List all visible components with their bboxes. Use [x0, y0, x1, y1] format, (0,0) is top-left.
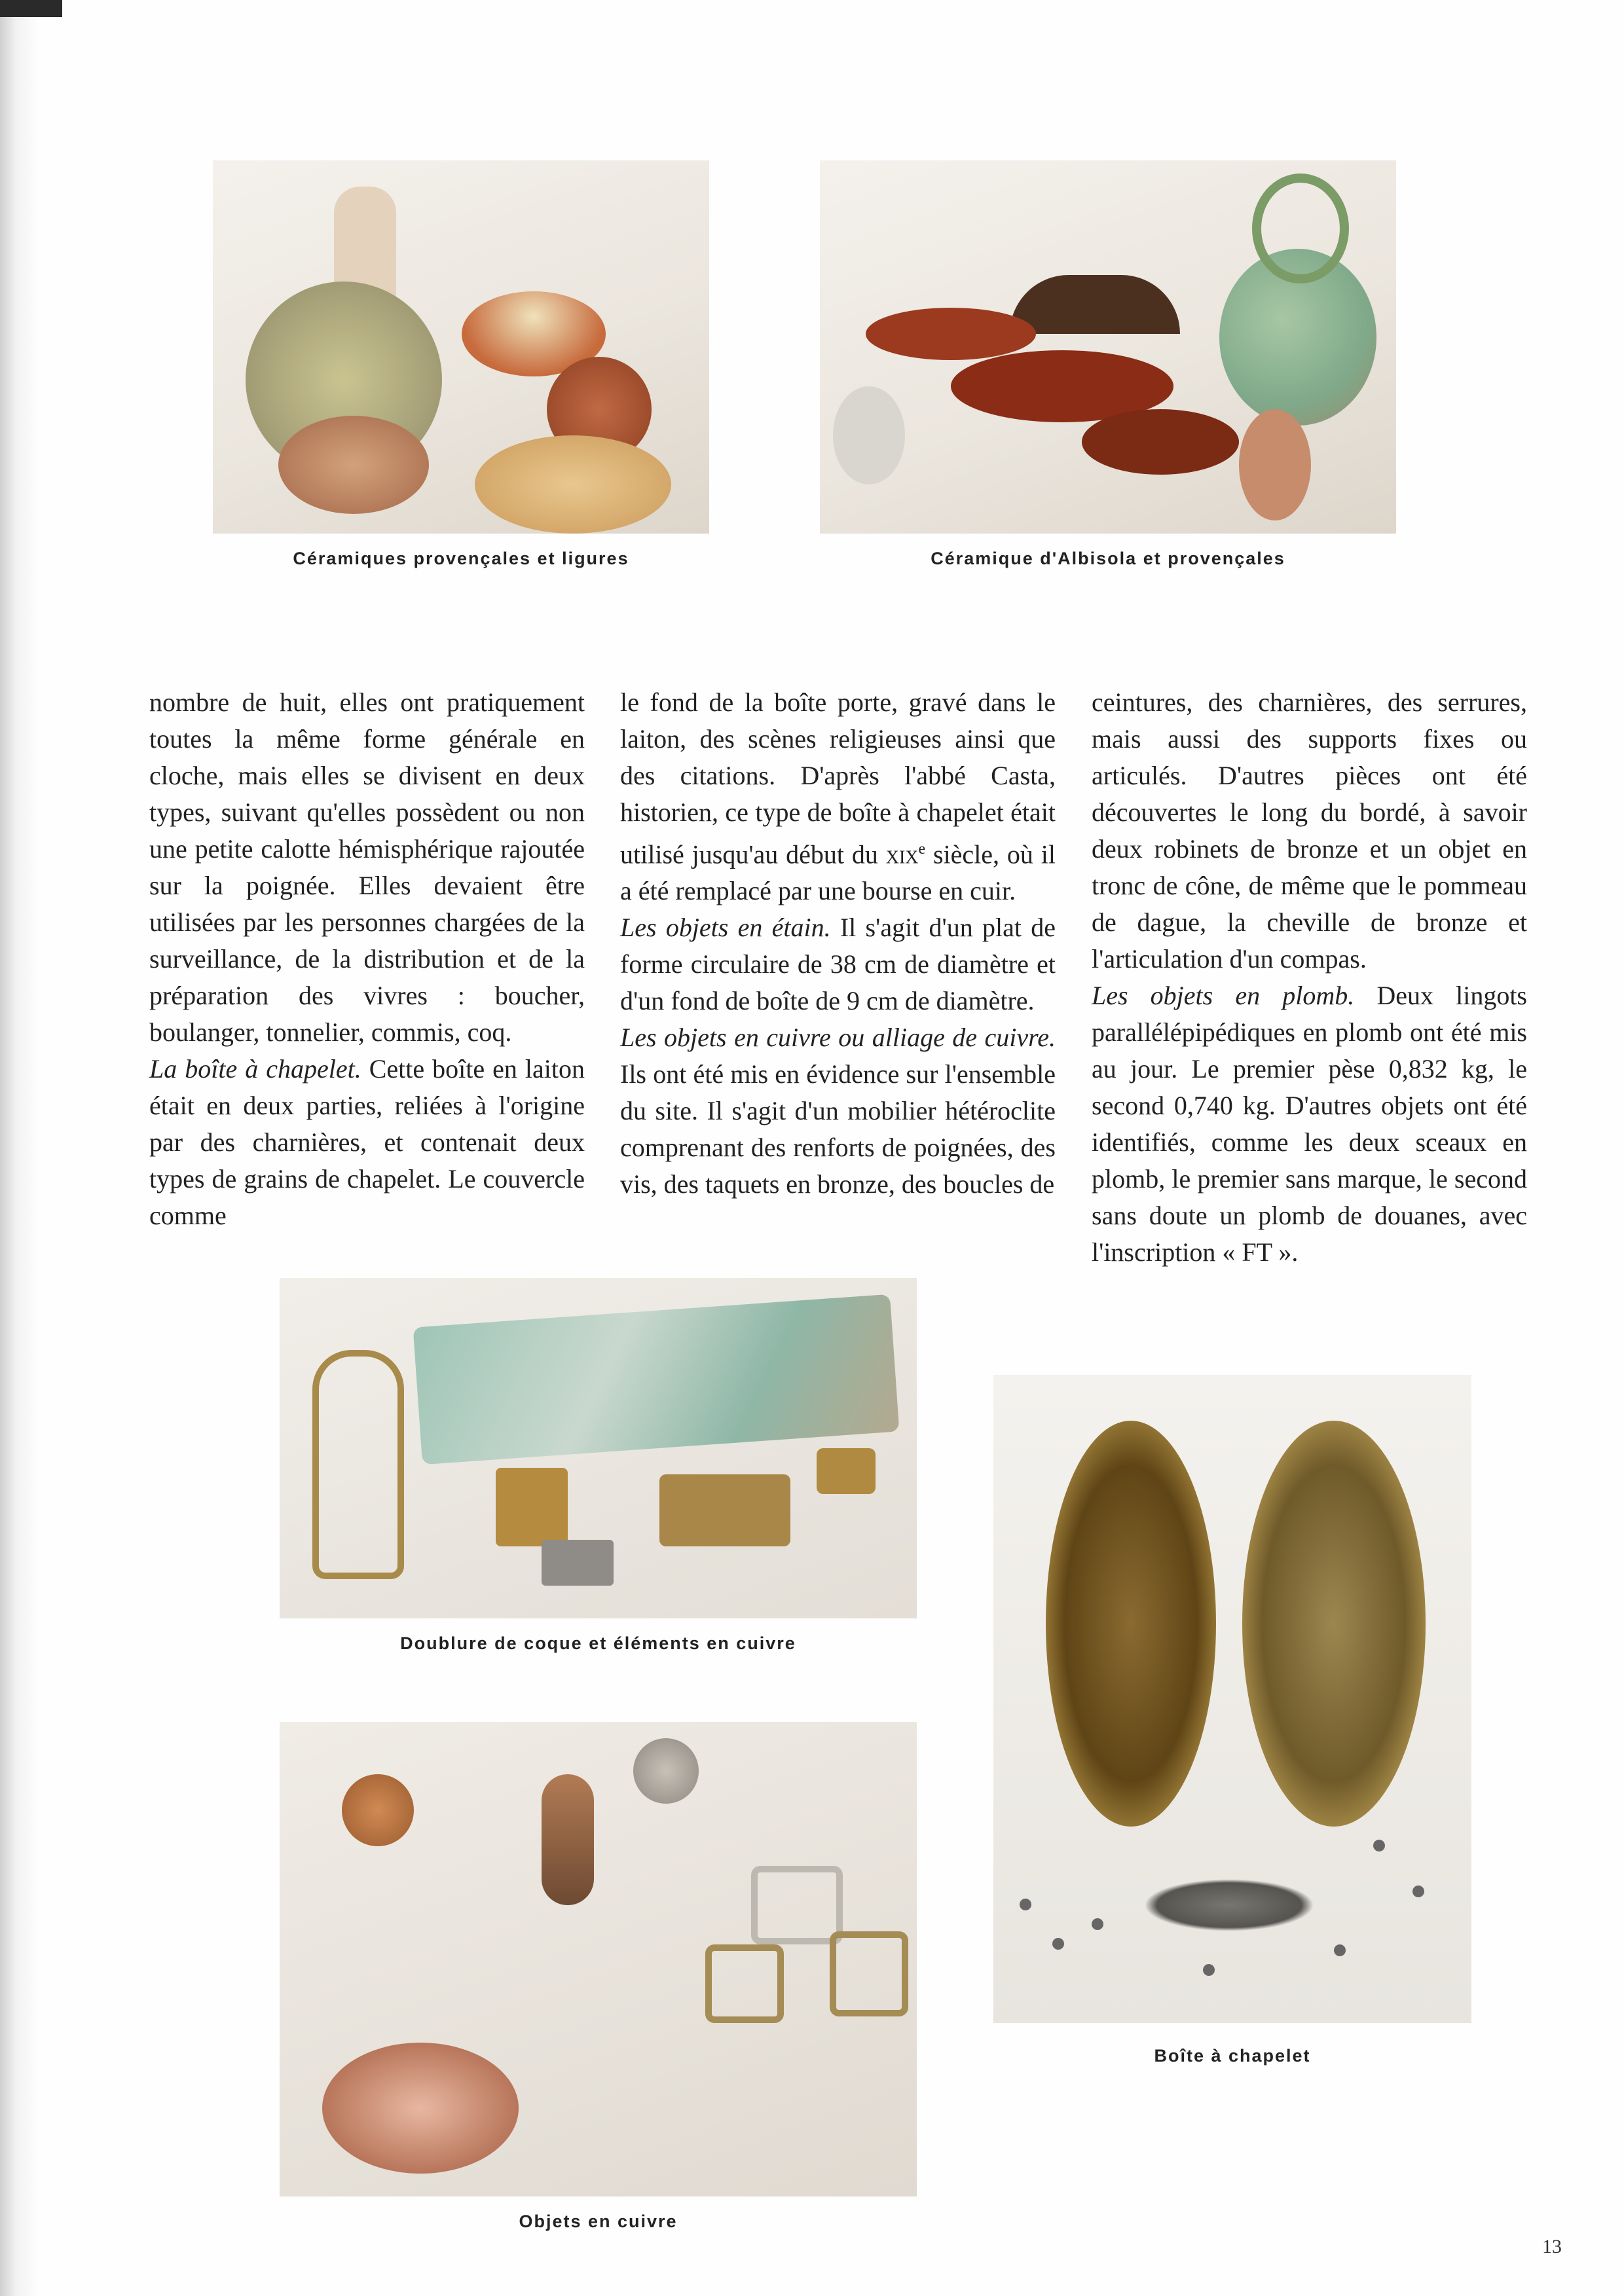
paragraph: le fond de la boîte porte, gravé dans le laiton, des scènes religieuses ainsi que des citations. D'après l'abbé Casta, historien, ce type de boîte à chapelet était utilisé jusqu'au début du xix$^e$ siècle, où il a été remplacé par une bourse en cuir.: [620, 687, 1056, 906]
paragraph: Les objets en cuivre ou alliage de cuivre. Ils ont été mis en évidence sur l'ensemble du site. Il s'agit d'un mobilier hétéroclite comprenant des renforts de poignées, des vis, des taquets en bronze, des boucles de: [620, 1023, 1056, 1199]
paragraph: ceintures, des charnières, des serrures, mais aussi des supports fixes ou articulés. D'autres pièces ont été découvertes le long du bordé, à savoir deux robinets de bronze et un objet en tronc de cône, de même que le pommeau de dague, la cheville de bronze et l'articulation d'un compas.: [1092, 687, 1527, 974]
paragraph: La boîte à chapelet. Cette boîte en laiton était en deux parties, reliées à l'origine par des charnières, et contenait deux types de grains de chapelet. Le couvercle comme: [149, 1054, 585, 1230]
caption-objets-cuivre: Objets en cuivre: [519, 2212, 678, 2231]
caption-doublure-coque: Doublure de coque et éléments en cuivre: [400, 1633, 796, 1653]
paragraph: Les objets en étain. Il s'agit d'un plat de forme circulaire de 38 cm de diamètre et d'un fond de boîte de 9 cm de diamètre.: [620, 913, 1056, 1016]
caption-ceramiques-provencales: Céramiques provençales et ligures: [293, 549, 629, 568]
text-column-2: [620, 684, 1056, 1203]
text-column-3: [1092, 684, 1527, 1271]
page-edge-shadow: [0, 0, 41, 2296]
page-number: 13: [1542, 2236, 1562, 2257]
photo-ceramiques-provencales: [213, 160, 709, 534]
section-heading: Les objets en cuivre ou alliage de cuivre.: [620, 1023, 1056, 1053]
photo-doublure-coque: [280, 1278, 917, 1618]
photo-boite-chapelet: [993, 1375, 1471, 2023]
page-corner-mark: [0, 0, 62, 17]
text-column-1: [149, 684, 585, 1234]
section-heading: Les objets en plomb.: [1092, 981, 1355, 1010]
paragraph: nombre de huit, elles ont pratiquement toutes la même forme générale en cloche, mais elles se divisent en deux types, suivant qu'elles possèdent ou non une petite calotte hémisphérique rajoutée sur la poignée. Elles devaient être utilisées par les personnes chargées de la surveillance, de la distribution et de la préparation des vivres : boucher, boulanger, tonnelier, commis, coq.: [149, 687, 585, 1047]
photo-objets-cuivre: [280, 1722, 917, 2196]
paragraph: Les objets en plomb. Deux lingots parallélépipédiques en plomb ont été mis au jour. Le premier pèse 0,832 kg, le second 0,740 kg. D'autres objets ont été identifiés, comme les deux sceaux en plomb, le premier sans marque, le second sans doute un plomb de douanes, avec l'inscription « FT ».: [1092, 981, 1527, 1267]
section-heading: Les objets en étain.: [620, 913, 831, 943]
caption-ceramique-albisola: Céramique d'Albisola et provençales: [931, 549, 1285, 568]
section-heading: La boîte à chapelet.: [149, 1054, 361, 1084]
photo-ceramique-albisola: [820, 160, 1396, 534]
caption-boite-chapelet: Boîte à chapelet: [1154, 2046, 1311, 2066]
